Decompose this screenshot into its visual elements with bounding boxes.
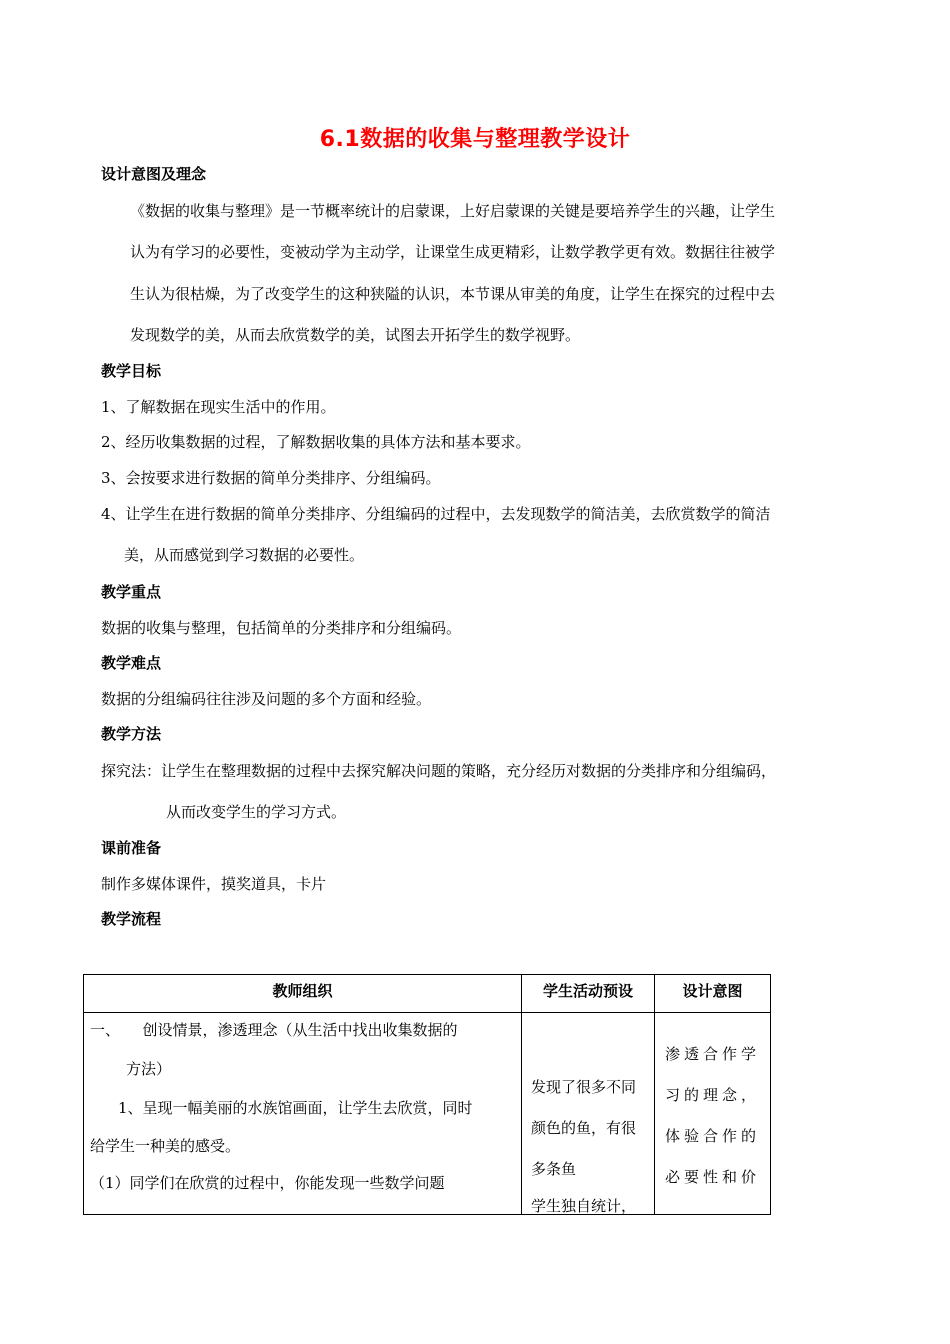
heading-design-intent: 设计意图及理念 — [101, 165, 207, 183]
heading-teaching-method: 教学方法 — [101, 725, 162, 743]
student-cell-line: 颜色的鱼，有很 — [531, 1119, 637, 1137]
heading-teaching-goals: 教学目标 — [101, 362, 162, 380]
teacher-cell-line: 1、呈现一幅美丽的水族馆画面，让学生去欣赏，同时 — [118, 1099, 473, 1117]
goal-item-3: 3、会按要求进行数据的简单分类排序、分组编码。 — [101, 469, 441, 487]
table-col-divider-1 — [521, 974, 522, 1215]
teacher-cell-line: （1）同学们在欣赏的过程中，你能发现一些数学问题 — [90, 1174, 445, 1192]
preparation-text: 制作多媒体课件，摸奖道具，卡片 — [101, 875, 327, 893]
student-cell-line: 多条鱼 — [531, 1160, 577, 1178]
table-border-bottom — [83, 1214, 771, 1215]
table-border-top — [83, 974, 771, 975]
teacher-cell-line: 方法） — [126, 1060, 172, 1078]
goal-item-4-cont: 美，从而感觉到学习数据的必要性。 — [124, 546, 365, 564]
intent-cell-line: 渗透合作学 — [665, 1045, 761, 1063]
heading-key-points: 教学重点 — [101, 583, 162, 601]
student-cell-line: 发现了很多不同 — [531, 1078, 637, 1096]
intent-line-3: 生认为很枯燥，为了改变学生的这种狭隘的认识，本节课从审美的角度，让学生在探究的过程中去 — [130, 285, 776, 303]
intent-cell-line: 体验合作的 — [665, 1127, 761, 1145]
table-header-student: 学生活动预设 — [542, 982, 633, 1000]
goal-item-1: 1、了解数据在现实生活中的作用。 — [101, 398, 336, 416]
table-border-left — [83, 974, 84, 1215]
table-border-right — [770, 974, 771, 1215]
method-line-1: 探究法：让学生在整理数据的过程中去探究解决问题的策略，充分经历对数据的分类排序和分组编码， — [101, 762, 777, 780]
heading-difficulties: 教学难点 — [101, 654, 162, 672]
teacher-cell-line: 一、 创设情景，渗透理念（从生活中找出收集数据的 — [90, 1021, 458, 1039]
intent-cell-line: 习的理念， — [665, 1086, 761, 1104]
key-points-text: 数据的收集与整理，包括简单的分类排序和分组编码。 — [101, 619, 462, 637]
table-col-divider-2 — [654, 974, 655, 1215]
difficulties-text: 数据的分组编码往往涉及问题的多个方面和经验。 — [101, 690, 432, 708]
document-title: 6.1数据的收集与整理教学设计 — [319, 127, 631, 152]
intent-line-1: 《数据的收集与整理》是一节概率统计的启蒙课，上好启蒙课的关键是要培养学生的兴趣，让学生 — [130, 202, 776, 220]
intent-line-4: 发现数学的美，从而去欣赏数学的美，试图去开拓学生的数学视野。 — [130, 326, 581, 344]
method-line-2: 从而改变学生的学习方式。 — [166, 803, 347, 821]
heading-preparation: 课前准备 — [101, 839, 162, 857]
table-header-divider — [83, 1012, 771, 1013]
goal-item-2: 2、经历收集数据的过程，了解数据收集的具体方法和基本要求。 — [101, 433, 531, 451]
intent-line-2: 认为有学习的必要性，变被动学为主动学，让课堂生成更精彩，让数学教学更有效。数据往往被学 — [130, 243, 776, 261]
table-header-teacher: 教师组织 — [272, 982, 333, 1000]
teacher-cell-line: 给学生一种美的感受。 — [90, 1137, 241, 1155]
student-cell-line: 学生独自统计， — [531, 1197, 637, 1215]
heading-teaching-flow: 教学流程 — [101, 910, 162, 928]
table-header-intent: 设计意图 — [682, 982, 743, 1000]
goal-item-4: 4、让学生在进行数据的简单分类排序、分组编码的过程中，去发现数学的简洁美，去欣赏数学的简洁 — [101, 505, 771, 523]
intent-cell-line: 必要性和价 — [665, 1168, 761, 1186]
